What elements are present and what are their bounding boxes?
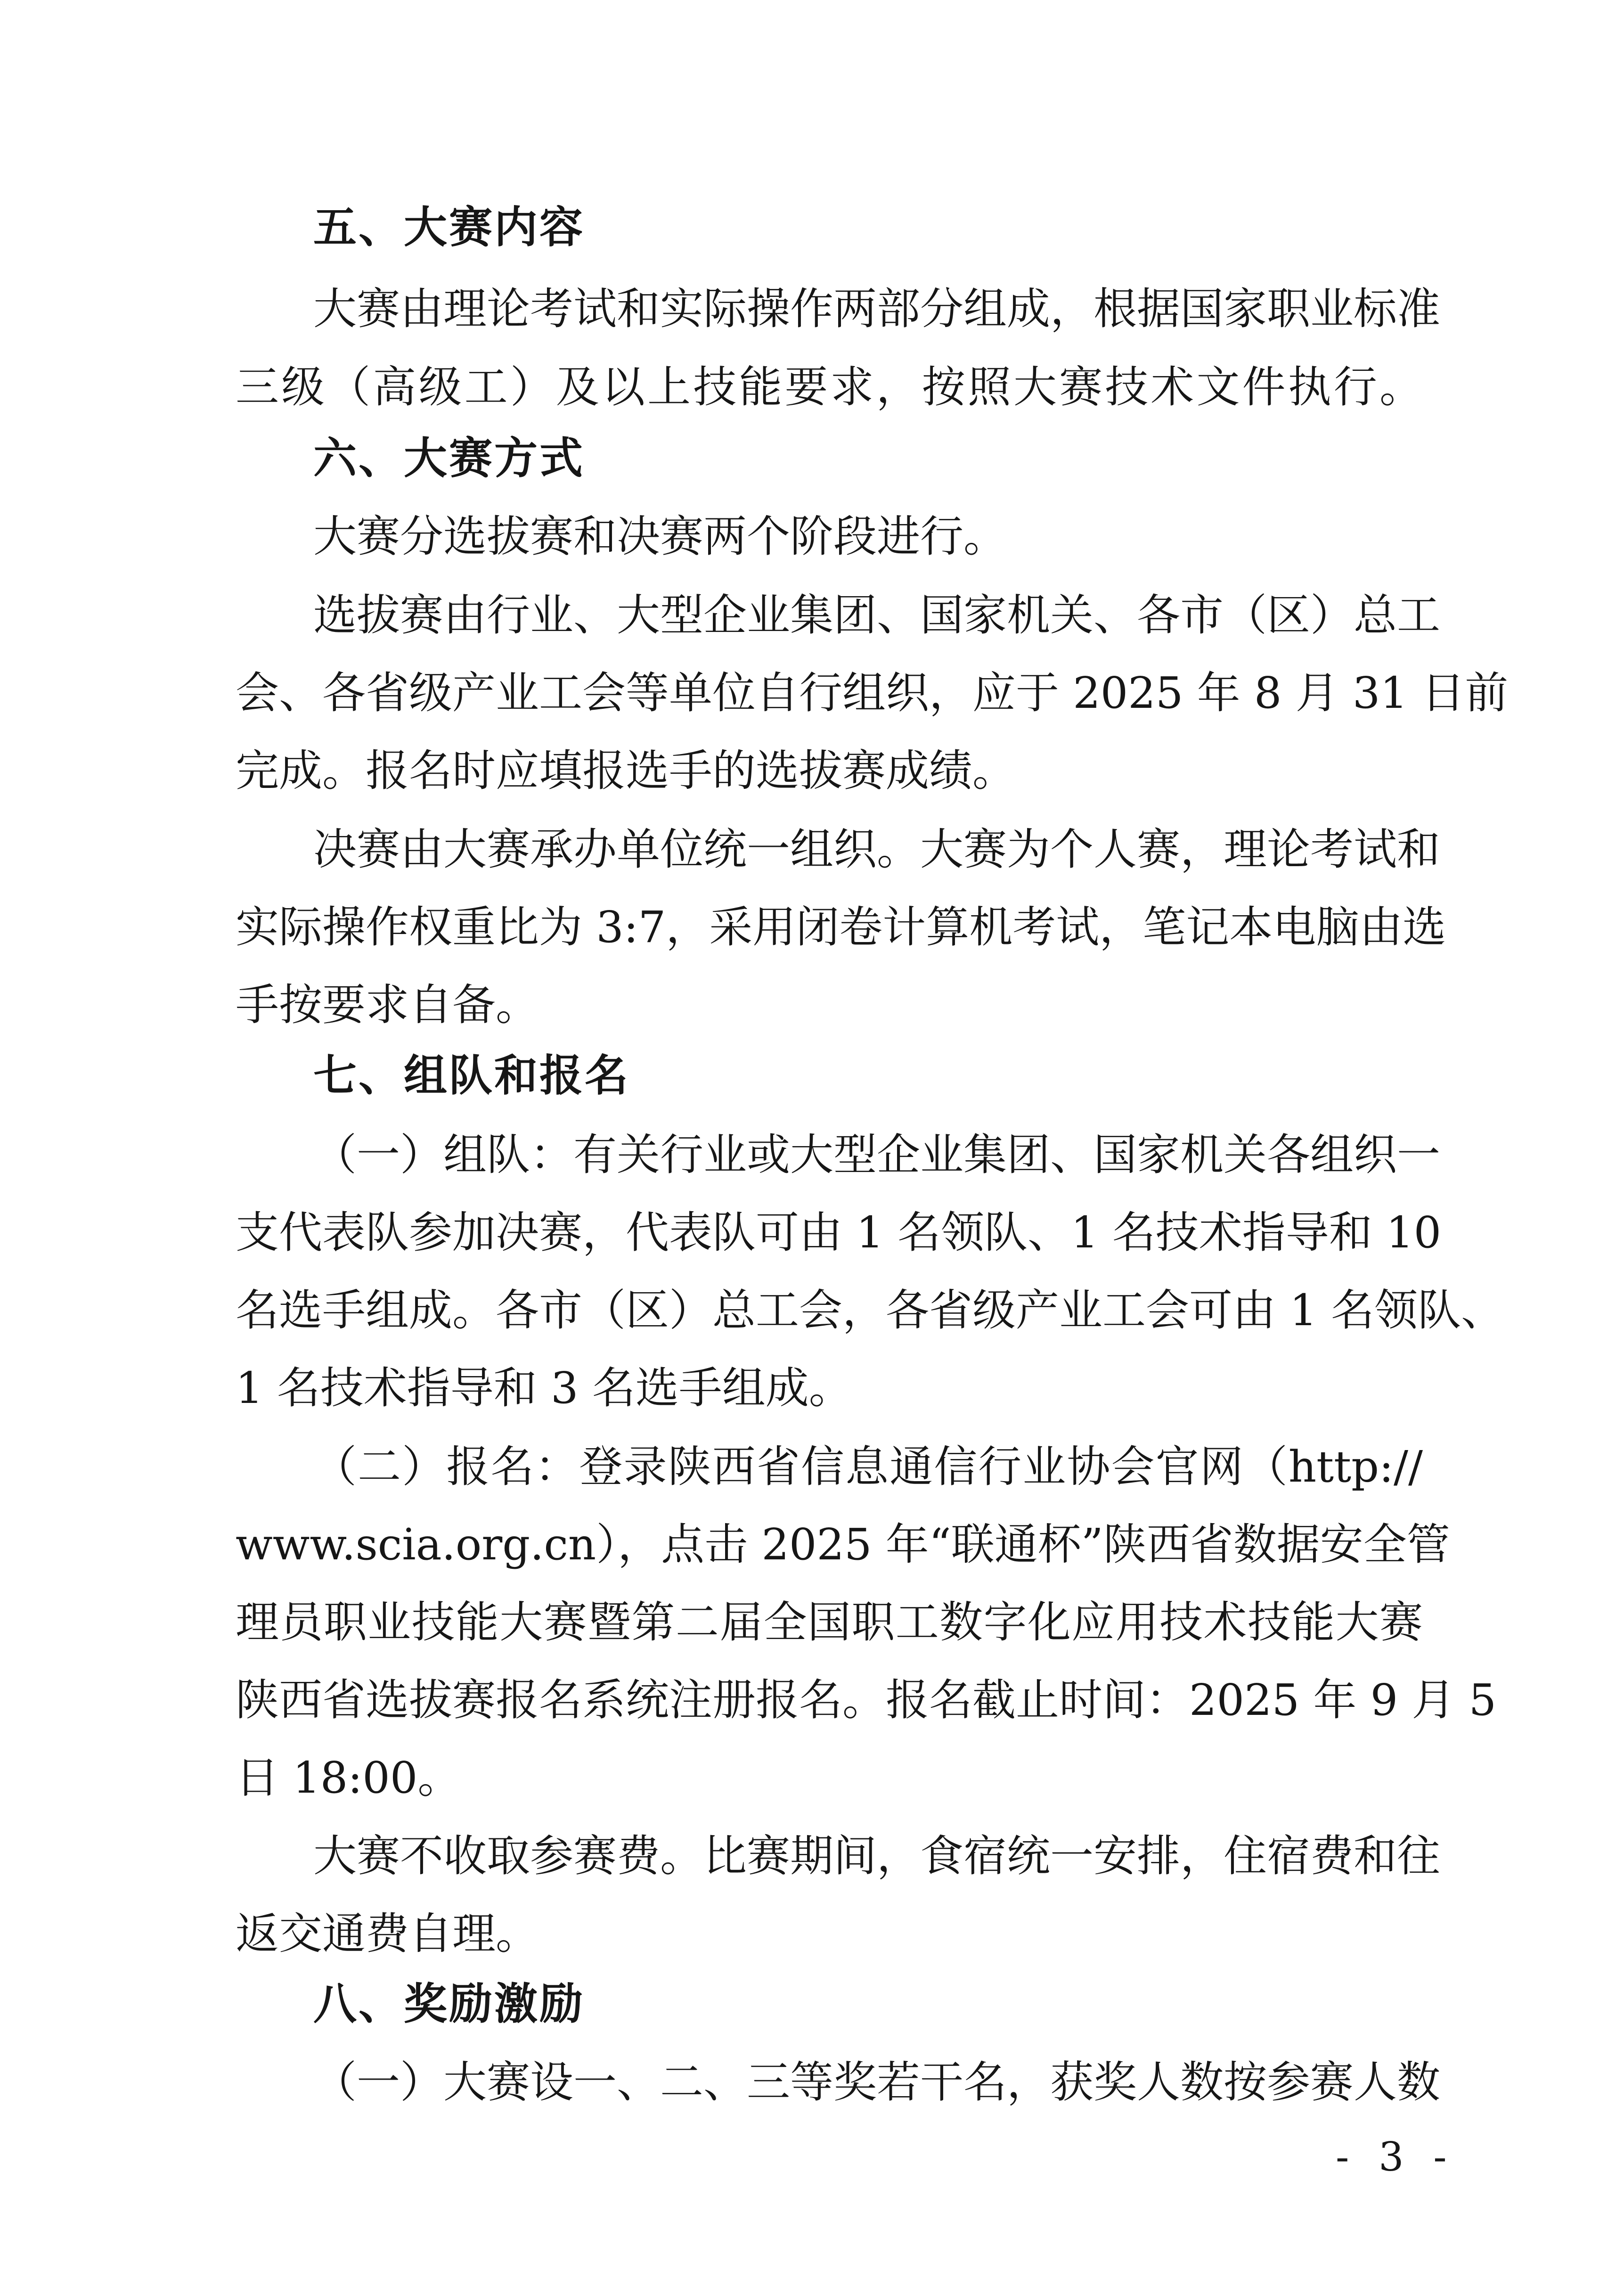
section-8-heading: 八、奖励激励 <box>313 1979 585 2029</box>
s6-p2-line-3: 完成。报名时应填报选手的选拔赛成绩。 <box>236 746 1016 796</box>
s6-p3-line-3: 手按要求自备。 <box>236 980 539 1030</box>
section-6-heading: 六、大赛方式 <box>313 433 585 484</box>
s7-p3-line-2: 返交通费自理。 <box>236 1909 539 1959</box>
s5-p1-line-1: 大赛由理论考试和实际操作两部分组成，根据国家职业标准 <box>313 284 1441 334</box>
s7-p2-line-4: 陕西省选拔赛报名系统注册报名。报名截止时间：2025 年 9 月 5 <box>236 1675 1497 1725</box>
s6-p2-line-2: 会、各省级产业工会等单位自行组织，应于 2025 年 8 月 31 日前 <box>236 668 1509 718</box>
s7-p1-line-4: 1 名技术指导和 3 名选手组成。 <box>236 1363 852 1413</box>
section-7-heading: 七、组队和报名 <box>313 1050 630 1101</box>
s6-p3-line-1: 决赛由大赛承办单位统一组织。大赛为个人赛，理论考试和 <box>313 824 1441 875</box>
s7-p1-line-1: （一）组队：有关行业或大型企业集团、国家机关各组织一 <box>313 1130 1441 1180</box>
s7-p1-line-2: 支代表队参加决赛，代表队可由 1 名领队、1 名技术指导和 10 <box>236 1207 1442 1258</box>
s7-p2-line-2: www.scia.org.cn），点击 2025 年“联通杯”陕西省数据安全管 <box>236 1519 1450 1570</box>
s7-p2-line-3: 理员职业技能大赛暨第二届全国职工数字化应用技术技能大赛 <box>236 1597 1423 1647</box>
s7-p2-line-1: （二）报名：登录陕西省信息通信行业协会官网（http:// <box>313 1442 1423 1492</box>
s6-p1-line-1: 大赛分选拔赛和决赛两个阶段进行。 <box>313 511 1007 562</box>
s8-p1-line-1: （一）大赛设一、二、三等奖若干名，获奖人数按参赛人数 <box>313 2057 1441 2107</box>
section-5-heading: 五、大赛内容 <box>313 202 585 253</box>
s7-p1-line-3: 名选手组成。各市（区）总工会，各省级产业工会可由 1 名领队、 <box>236 1285 1505 1336</box>
s6-p2-line-1: 选拔赛由行业、大型企业集团、国家机关、各市（区）总工 <box>313 590 1441 640</box>
s7-p3-line-1: 大赛不收取参赛费。比赛期间，食宿统一安排，住宿费和往 <box>313 1831 1441 1881</box>
page-number: - 3 - <box>1336 2134 1455 2180</box>
s7-p2-line-5: 日 18:00。 <box>236 1753 461 1803</box>
s6-p3-line-2: 实际操作权重比为 3:7，采用闭卷计算机考试，笔记本电脑由选 <box>236 902 1446 952</box>
s5-p1-line-2: 三级（高级工）及以上技能要求，按照大赛技术文件执行。 <box>236 362 1423 412</box>
